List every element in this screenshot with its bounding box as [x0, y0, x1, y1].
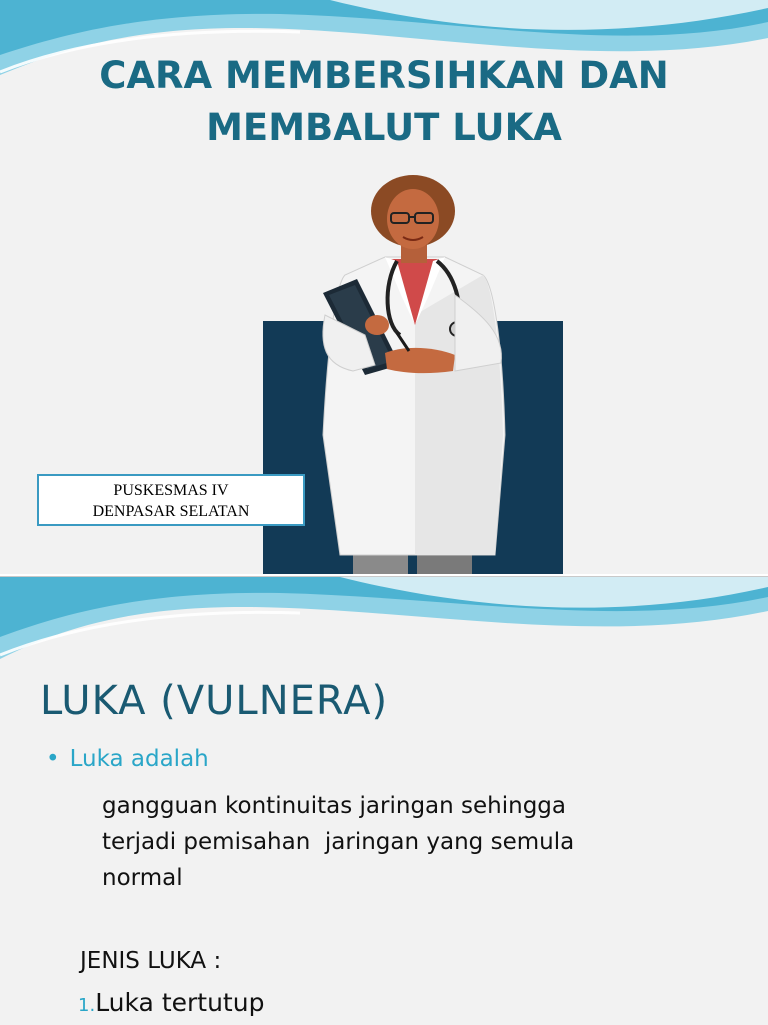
definition-line-1: gangguan kontinuitas jaringan sehingga [102, 793, 566, 819]
list-label: Luka tertutup [95, 988, 265, 1017]
title-line-1: CARA MEMBERSIHKAN DAN [99, 54, 669, 97]
list-item [78, 988, 264, 1017]
definition-line-2: terjadi pemisahan jaringan yang semula [102, 829, 575, 855]
bullet-dot-icon: • [46, 746, 60, 772]
organization-box [37, 474, 305, 526]
bullet-label: Luka adalah [69, 746, 209, 772]
section-heading: LUKA (VULNERA) [40, 678, 389, 724]
types-heading: JENIS LUKA : [80, 948, 222, 974]
title-line-2: MEMBALUT LUKA [206, 106, 562, 149]
bullet-item [46, 746, 209, 772]
org-line-2: DENPASAR SELATAN [92, 503, 250, 520]
org-line-1: PUSKESMAS IV [113, 482, 229, 499]
list-number: 1. [78, 995, 96, 1016]
header-swoosh [0, 577, 768, 665]
definition-text [102, 788, 702, 896]
doctor-illustration [305, 175, 525, 574]
definition-line-3: normal [102, 865, 183, 891]
slide-title-text [0, 50, 768, 154]
